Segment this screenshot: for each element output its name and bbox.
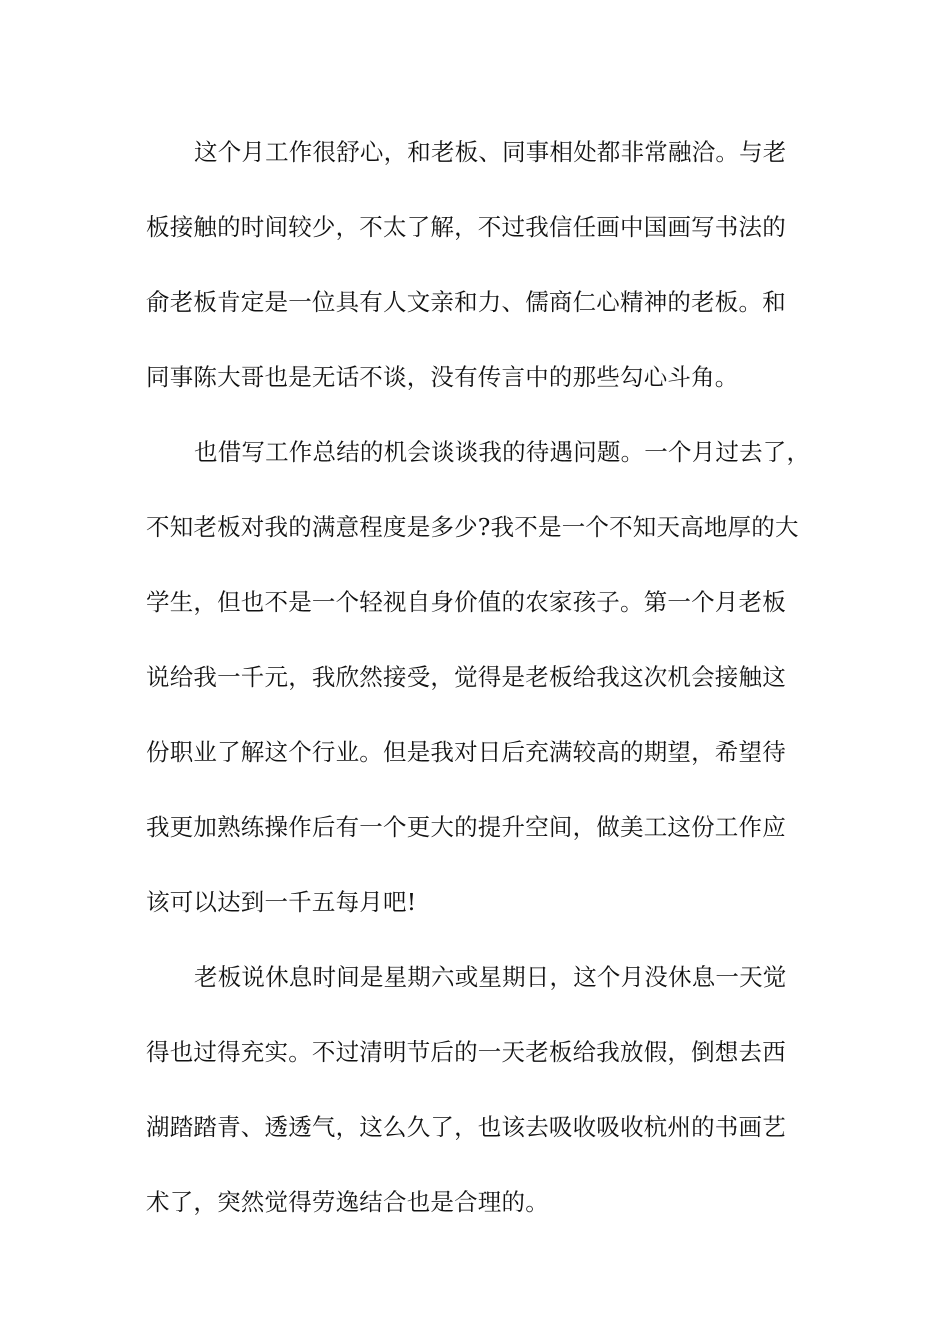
text-line: 不知老板对我的满意程度是多少?我不是一个不知天高地厚的大: [146, 513, 799, 541]
text-line: 份职业了解这个行业。但是我对日后充满较高的期望，希望待: [146, 738, 786, 766]
text-line: 学生，但也不是一个轻视自身价值的农家孩子。第一个月老板: [146, 588, 786, 616]
text-line: 湖踏踏青、透透气，这么久了，也该去吸收吸收杭州的书画艺: [146, 1113, 786, 1141]
text-line: 老板说休息时间是星期六或星期日，这个月没休息一天觉: [194, 963, 787, 991]
text-line: 术了，突然觉得劳逸结合也是合理的。: [146, 1188, 549, 1216]
text-line: 俞老板肯定是一位具有人文亲和力、儒商仁心精神的老板。和: [146, 288, 786, 316]
text-line: 得也过得充实。不过清明节后的一天老板给我放假，倒想去西: [146, 1038, 786, 1066]
text-line: 这个月工作很舒心，和老板、同事相处都非常融洽。与老: [194, 138, 787, 166]
text-line: 说给我一千元，我欣然接受，觉得是老板给我这次机会接触这: [146, 663, 786, 691]
text-line: 也借写工作总结的机会谈谈我的待遇问题。一个月过去了，: [194, 438, 811, 466]
text-line: 板接触的时间较少，不太了解，不过我信任画中国画写书法的: [146, 213, 786, 241]
text-line: 同事陈大哥也是无话不谈，没有传言中的那些勾心斗角。: [146, 363, 739, 391]
body-text: [146, 130, 816, 1255]
text-line: 我更加熟练操作后有一个更大的提升空间，做美工这份工作应: [146, 813, 786, 841]
text-line: 该可以达到一千五每月吧!: [146, 888, 417, 916]
